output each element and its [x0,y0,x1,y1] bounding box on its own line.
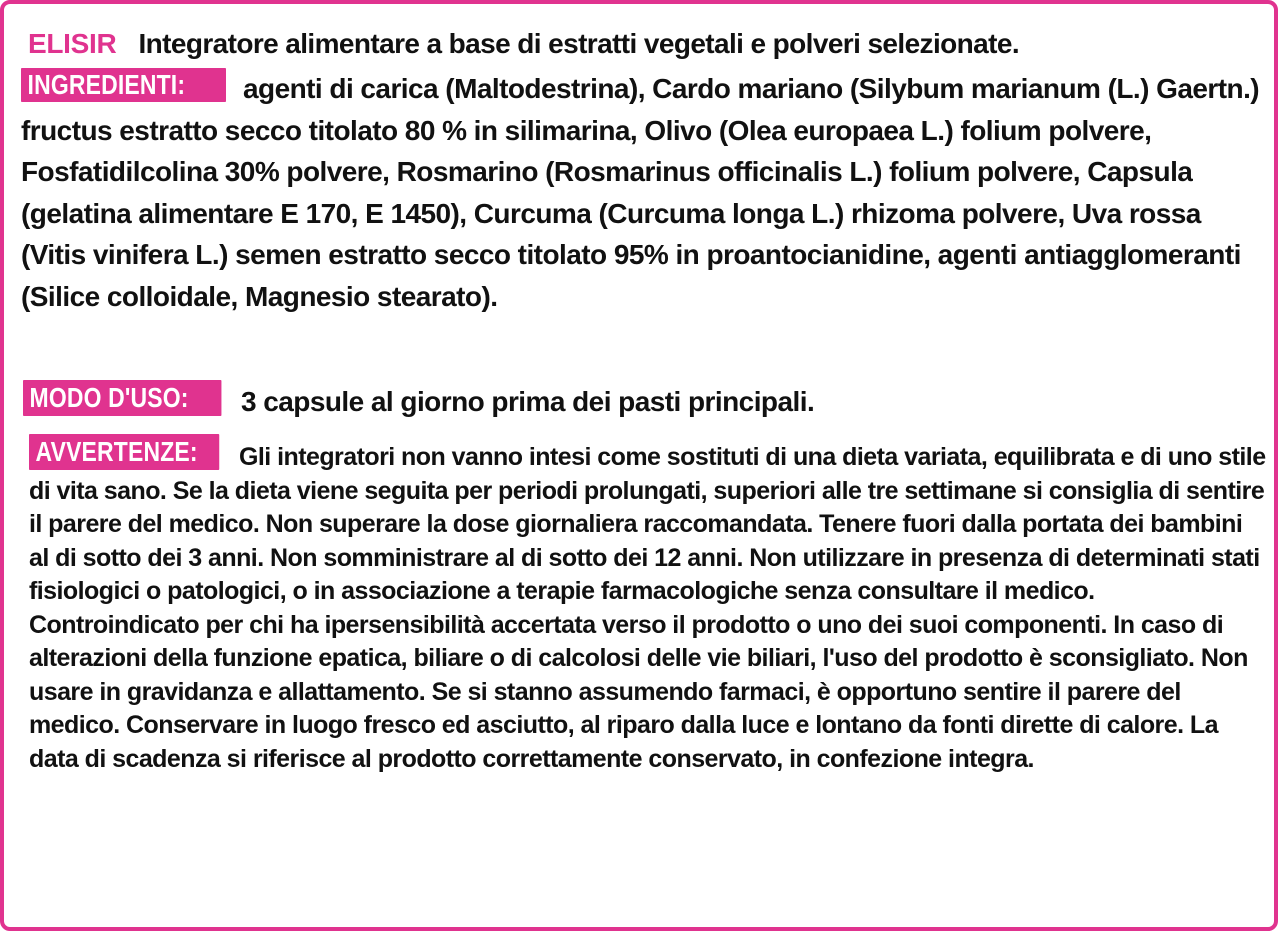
usage-text: 3 capsule al giorno prima dei pasti principali. [241,386,815,417]
ingredients-label: INGREDIENTI: [21,68,226,102]
warnings-label: AVVERTENZE: [29,434,219,470]
product-description: Integratore alimentare a base di estratti vegetali e polveri selezionate. [138,28,1019,59]
warnings-section [29,434,1268,776]
brand-name: ELISIR [28,28,117,59]
product-title-line [28,26,1264,62]
ingredients-text: agenti di carica (Maltodestrina), Cardo mariano (Silybum marianum (L.) Gaertn.) fructus estratto secco titolato 80 % in silimarina, Olivo (Olea europaea L.) folium polvere, Fosfatidilcolina 30% polvere, Rosmarino (Rosmarinus officinalis L.) folium polvere, Capsula (gelatina alimentare E 170, E 1450), Curcuma (Curcuma longa L.) rhizoma polvere, Uva rossa (Vitis vinifera L.) semen estratto secco titolato 95% in proantocianidine, agenti antiagglomeranti (Silice colloidale, Magnesio stearato). [21,73,1260,312]
usage-section [21,378,1264,426]
ingredients-section [21,68,1264,318]
usage-label: MODO D'USO: [23,380,221,416]
warnings-text: Gli integratori non vanno intesi come sostituti di una dieta variata, equilibrata e di uno stile di vita sano. Se la dieta viene seguita per periodi prolungati, superiori alle tre settimane si consiglia di sentire il parere del medico. Non superare la dose giornaliera raccomandata. Tenere fuori dalla portata dei bambini al di sotto dei 3 anni. Non somministrare al di sotto dei 12 anni. Non utilizzare in presenza di determinati stati fisiologici o patologici, o in associazione a terapie farmacologiche senza consultare il medico. Controindicato per chi ha ipersensibilità accertata verso il prodotto o uno dei suoi componenti. In caso di alterazioni della funzione epatica, biliare o di calcolosi delle vie biliari, l'uso del prodotto è sconsigliato. Non usare in gravidanza e allattamento. Se si stanno assumendo farmaci, è opportuno sentire il parere del medico. Conservare in luogo fresco ed asciutto, al riparo dalla luce e lontano da fonti dirette di calore. La data di scadenza si riferisce al prodotto correttamente conservato, in confezione integra. [29,443,1266,773]
